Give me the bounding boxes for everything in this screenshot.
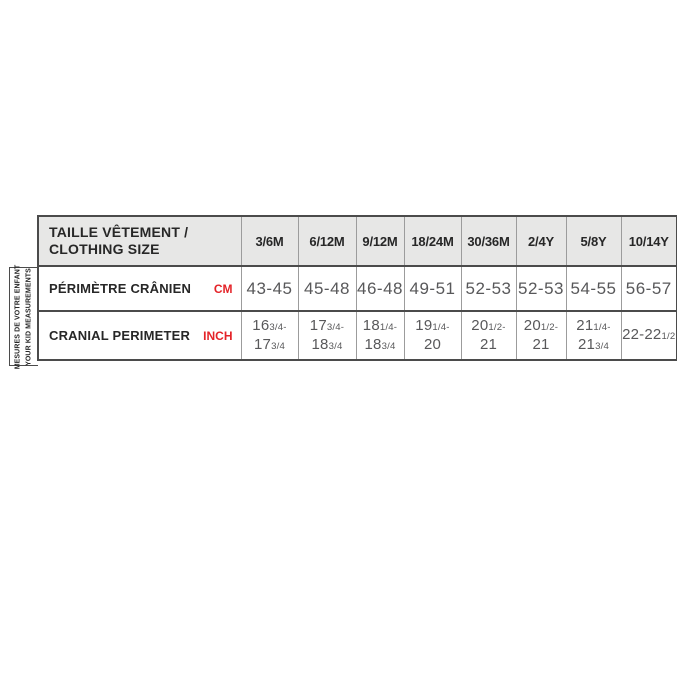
inch-row-label-cell [38, 311, 241, 360]
column-header-6-12m: 6/12M [298, 216, 356, 266]
inch-row-label: CRANIAL PERIMETER [49, 328, 191, 343]
header-row [38, 216, 677, 266]
inch-value-3-6m: 163/4- 173/4 [241, 311, 298, 360]
column-header-18-24m: 18/24M [404, 216, 461, 266]
inch-value-2-4y: 201/2- 21 [516, 311, 566, 360]
size-chart [37, 215, 676, 361]
cm-value-18-24m: 49-51 [404, 266, 461, 311]
cm-value-6-12m: 45-48 [298, 266, 356, 311]
size-label-line1: TAILLE VÊTEMENT / [49, 224, 189, 241]
cm-row-label: PÉRIMÈTRE CRÂNIEN [49, 281, 192, 296]
inch-value-10-14y: 22-221/2 [621, 311, 677, 360]
column-header-3-6m: 3/6M [241, 216, 298, 266]
side-measurements-label [11, 264, 38, 369]
header-size-label-cell [38, 216, 241, 266]
inch-value-18-24m: 191/4- 20 [404, 311, 461, 360]
cm-value-2-4y: 52-53 [516, 266, 566, 311]
cm-value-9-12m: 46-48 [356, 266, 404, 311]
cm-value-3-6m: 43-45 [241, 266, 298, 311]
inch-value-6-12m: 173/4- 183/4 [298, 311, 356, 360]
column-header-2-4y: 2/4Y [516, 216, 566, 266]
cranial-perimeter-cm-row [38, 266, 677, 311]
column-header-9-12m: 9/12M [356, 216, 404, 266]
inch-value-5-8y: 211/4- 213/4 [566, 311, 621, 360]
cm-value-30-36m: 52-53 [461, 266, 516, 311]
size-label-line2: CLOTHING SIZE [49, 241, 160, 257]
column-header-30-36m: 30/36M [461, 216, 516, 266]
cm-value-10-14y: 56-57 [621, 266, 677, 311]
side-label-english: YOUR KID MEASUREMENTS [25, 267, 32, 366]
cranial-perimeter-inch-row [38, 311, 677, 360]
side-label-french: MESURES DE VOTRE ENFANT [14, 264, 22, 369]
inch-unit-label: INCH [203, 328, 233, 343]
inch-value-9-12m: 181/4- 183/4 [356, 311, 404, 360]
cm-value-5-8y: 54-55 [566, 266, 621, 311]
size-chart-table [37, 215, 677, 361]
cm-unit-label: CM [213, 281, 233, 296]
inch-value-30-36m: 201/2- 21 [461, 311, 516, 360]
cm-row-label-cell [38, 266, 241, 311]
column-header-10-14y: 10/14Y [621, 216, 677, 266]
side-measurements-box [9, 264, 38, 369]
column-header-5-8y: 5/8Y [566, 216, 621, 266]
